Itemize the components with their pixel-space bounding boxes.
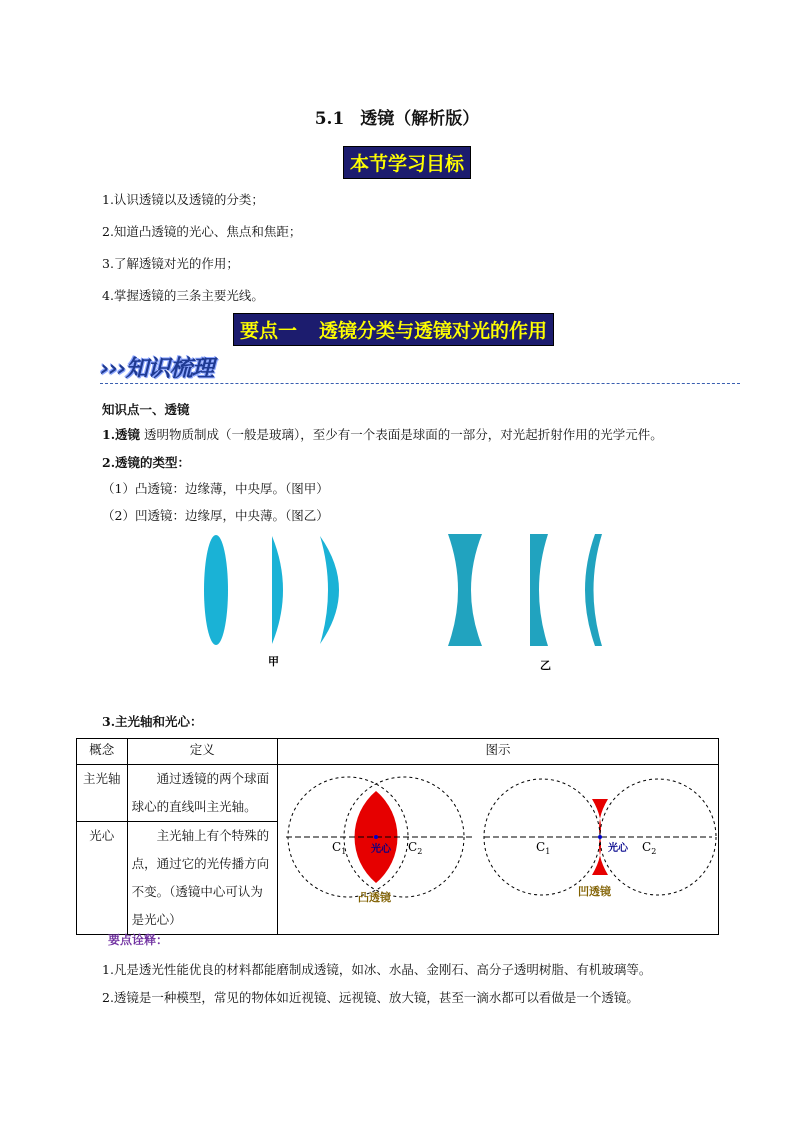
lens-types-heading: 2.透镜的类型： xyxy=(102,455,191,470)
goal-item: 1.认识透镜以及透镜的分类； xyxy=(102,192,264,207)
goal-item: 4.掌握透镜的三条主要光线。 xyxy=(102,288,264,303)
section-divider xyxy=(100,383,740,384)
axis-heading: 3.主光轴和光心： xyxy=(102,714,203,729)
table-cell-concept: 光心 xyxy=(77,822,128,935)
svg-text:C2 xyxy=(408,840,422,856)
table-header: 概念 xyxy=(77,739,128,765)
goal-item: 2.知道凸透镜的光心、焦点和焦距； xyxy=(102,224,302,239)
convex-label: 凸透镜 xyxy=(358,891,391,904)
plano-convex-lens xyxy=(272,536,283,644)
notes-heading: 要点诠释： xyxy=(108,933,169,947)
principal-axis-diagram xyxy=(278,765,718,925)
optical-center-dot xyxy=(374,835,378,839)
c1-label: C xyxy=(332,840,342,854)
c2-label: C xyxy=(408,840,418,854)
concept-table xyxy=(76,738,719,935)
knowledge-tag: ›››知识梳理 xyxy=(100,356,214,382)
biconvex-lens xyxy=(204,535,228,645)
note-item: 2.透镜是一种模型，常见的物体如近视镜、远视镜、放大镜，甚至一滴水都可以看做是一个透镜。 xyxy=(102,990,639,1005)
label-yi: 乙 xyxy=(540,659,551,672)
c2-label: C xyxy=(642,840,652,854)
note-item: 1.凡是透光性能优良的材料都能磨制成透镜，如冰、水晶、金刚石、高分子透明树脂、有机玻璃等。 xyxy=(102,962,652,977)
optical-center-dot xyxy=(598,835,602,839)
table-cell-definition: 通过透镜的两个球面球心的直线叫主光轴。 xyxy=(127,765,277,822)
svg-text:C1 xyxy=(536,840,550,856)
lens-types-figure xyxy=(190,528,610,678)
plano-concave-lens xyxy=(530,534,548,646)
biconcave-lens xyxy=(448,534,482,646)
table-cell-diagram xyxy=(278,765,719,935)
table-cell-concept: 主光轴 xyxy=(77,765,128,822)
table-header: 定义 xyxy=(127,739,277,765)
lens-definition: 1.透镜 透明物质制成（一般是玻璃），至少有一个表面是球面的一部分，对光起折射作用的光学元件。 xyxy=(102,427,663,442)
label-jia: 甲 xyxy=(268,655,279,668)
meniscus-concave-lens xyxy=(585,534,602,646)
convex-type-text: （1）凸透镜：边缘薄，中央厚。（图甲） xyxy=(102,481,329,496)
concave-type-text: （2）凹透镜：边缘厚，中央薄。（图乙） xyxy=(102,508,329,523)
goal-item: 3.了解透镜对光的作用； xyxy=(102,256,239,271)
concave-label: 凹透镜 xyxy=(578,885,611,898)
goals-banner: 本节学习目标 xyxy=(343,146,471,179)
table-cell-definition: 主光轴上有个特殊的点，通过它的光传播方向不变。（透镜中心可认为是光心） xyxy=(127,822,277,935)
c2-subscript: 2 xyxy=(417,847,423,856)
page-title: 5.1 透镜（解析版） xyxy=(314,109,480,129)
table-header: 图示 xyxy=(278,739,719,765)
knowledge-point-heading: 知识点一、透镜 xyxy=(102,402,190,417)
point-banner: 要点一 透镜分类与透镜对光的作用 xyxy=(233,313,554,346)
svg-text:C2 xyxy=(642,840,656,856)
optical-center-label: 光心 xyxy=(371,844,391,855)
optical-center-label: 光心 xyxy=(608,843,628,854)
c1-subscript: 1 xyxy=(341,847,347,856)
meniscus-convex-lens xyxy=(320,536,339,644)
c1-label: C xyxy=(536,840,546,854)
c2-subscript: 2 xyxy=(651,847,657,856)
c1-subscript: 1 xyxy=(545,847,551,856)
